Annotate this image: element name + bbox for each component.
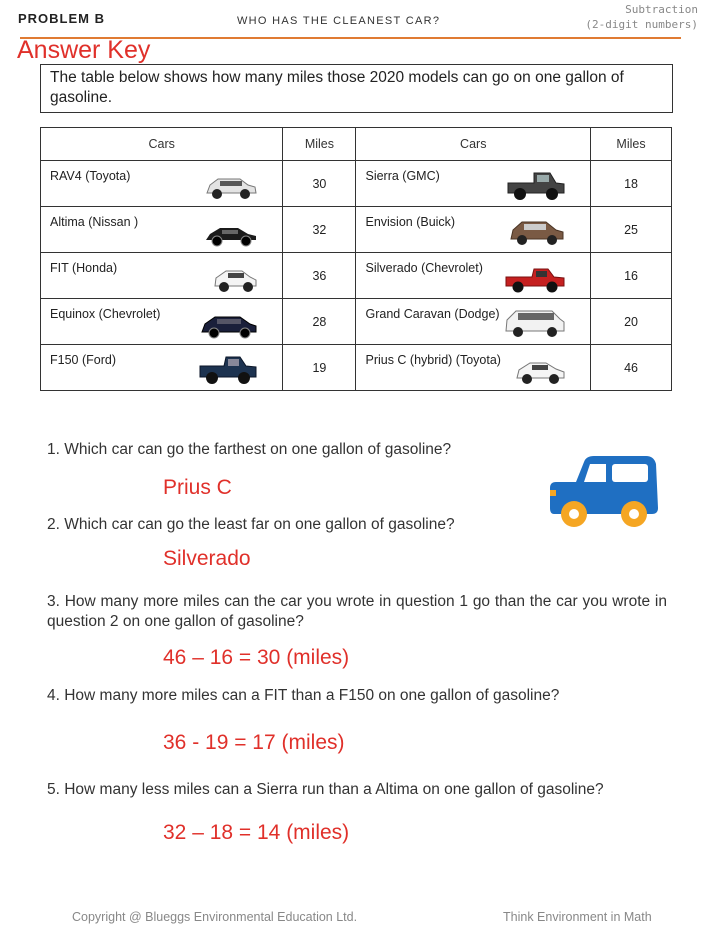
car-cell [356,161,591,207]
intro-box: The table below shows how many miles those 2020 models can go on one gallon of gasoline. [40,64,673,113]
miles-cell: 32 [283,207,356,253]
table-row [41,345,672,391]
question-2: 2. Which car can go the least far on one gallon of gasoline? [47,516,455,533]
question-4: 4. How many more miles can a FIT than a F150 on one gallon of gasoline? [47,687,560,704]
minivan-icon [504,307,566,339]
car-cell [356,299,591,345]
miles-cell: 19 [283,345,356,391]
truck-icon [506,167,566,201]
suv-icon [204,175,258,201]
car-name: Equinox (Chevrolet) [50,307,161,321]
car-name: Sierra (GMC) [365,169,440,183]
answer-2: Silverado [163,547,251,570]
answer-key-label: Answer Key [17,36,151,64]
car-cell [356,345,591,391]
car-name: F150 (Ford) [50,353,116,367]
suv-icon [508,217,566,247]
subject-subtitle: (2-digit numbers) [585,18,698,31]
blue-car-icon [546,452,662,534]
miles-cell: 18 [591,161,672,207]
subject-text: Subtraction [625,3,698,16]
problem-label: PROBLEM B [18,11,105,26]
footer-copyright: Copyright @ Blueggs Environmental Education Ltd. [72,910,358,924]
table-row [41,299,672,345]
car-name: Altima (Nissan ) [50,215,139,229]
page-title: WHO HAS THE CLEANEST CAR? [237,15,441,27]
car-cell [356,207,591,253]
car-cell [356,253,591,299]
miles-cell: 36 [283,253,356,299]
car-name: RAV4 (Toyota) [50,169,131,183]
subject-label [585,2,698,32]
suv-icon [200,313,258,339]
header-cars-right: Cars [356,128,591,161]
header-miles-right: Miles [591,128,672,161]
car-cell [41,161,283,207]
answer-1: Prius C [163,476,232,499]
car-cell [41,299,283,345]
header-cars-left: Cars [41,128,283,161]
car-cell [41,345,283,391]
sedan-icon [204,223,258,247]
car-cell [41,207,283,253]
table-row [41,207,672,253]
hatchback-icon [514,359,566,385]
car-name: FIT (Honda) [50,261,118,275]
miles-cell: 46 [591,345,672,391]
header-miles-left: Miles [283,128,356,161]
miles-cell: 30 [283,161,356,207]
truck-icon [504,265,566,293]
table-header-row [41,128,672,161]
car-name: Grand Caravan (Dodge) [365,307,500,321]
question-5: 5. How many less miles can a Sierra run than a Altima on one gallon of gasoline? [47,781,604,798]
table-row [41,253,672,299]
miles-cell: 20 [591,299,672,345]
truck-icon [198,353,258,385]
answer-4: 36 - 19 = 17 (miles) [163,731,345,754]
table-row [41,161,672,207]
miles-cell: 25 [591,207,672,253]
miles-cell: 28 [283,299,356,345]
hatchback-icon [212,267,258,293]
miles-cell: 16 [591,253,672,299]
car-cell [41,253,283,299]
car-name: Prius C (hybrid) (Toyota) [365,353,501,367]
question-3: 3. How many more miles can the car you wrote in question 1 go than the car you wrote in question 2 on one gallon of gasoline? [47,593,667,630]
cars-table [40,127,672,391]
footer-tagline: Think Environment in Math [503,910,652,924]
car-name: Silverado (Chevrolet) [365,261,483,275]
question-1: 1. Which car can go the farthest on one gallon of gasoline? [47,441,452,458]
car-name: Envision (Buick) [365,215,456,229]
answer-3: 46 – 16 = 30 (miles) [163,646,350,669]
answer-5: 32 – 18 = 14 (miles) [163,821,350,844]
